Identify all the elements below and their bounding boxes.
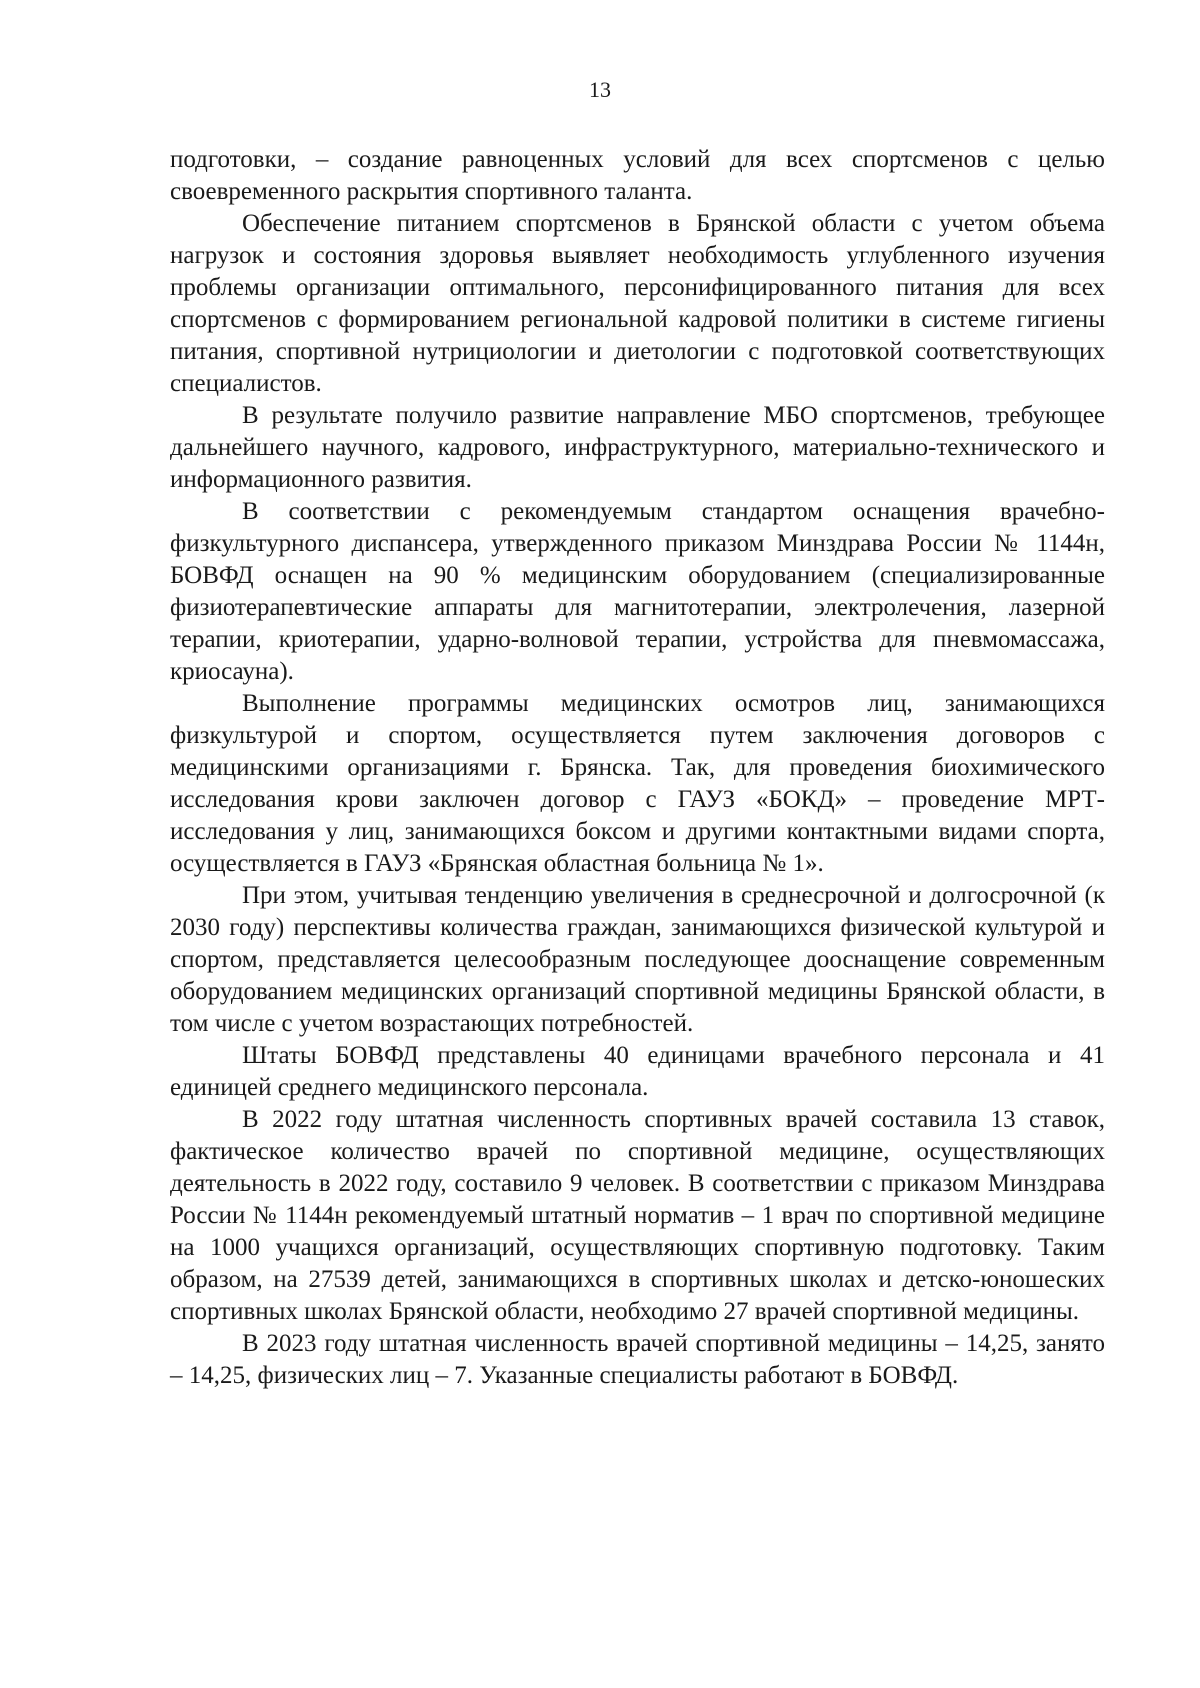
document-body	[170, 144, 1105, 1392]
paragraph-development: В результате получило развитие направление МБО спортсменов, требующее дальнейшего научного, кадрового, инфраструктурного, материально-технического и информационного развития.	[170, 402, 1105, 493]
paragraph-staff-2022: В 2022 году штатная численность спортивных врачей составила 13 ставок, фактическое количество врачей по спортивной медицине, осуществляющих деятельность в 2022 году, составило 9 человек. В соответствии с приказом Минздрава России № 1144н рекомендуемый штатный норматив – 1 врач по спортивной медицине на 1000 учащихся организаций, осуществляющих спортивную подготовку. Таким образом, на 27539 детей, занимающихся в спортивных школах и детско-юношеских спортивных школах Брянской области, необходимо 27 врачей спортивной медицины.	[170, 1106, 1105, 1325]
paragraph-nutrition: Обеспечение питанием спортсменов в Брянской области с учетом объема нагрузок и состояния здоровья выявляет необходимость углубленного изучения проблемы организации оптимального, персонифицированного питания для всех спортсменов с формированием региональной кадровой политики в системе гигиены питания, спортивной нутрициологии и диетологии с подготовкой соответствующих специалистов.	[170, 210, 1105, 397]
paragraph-staff-2023: В 2023 году штатная численность врачей спортивной медицины – 14,25, занято – 14,25, физических лиц – 7. Указанные специалисты работают в БОВФД.	[170, 1330, 1105, 1389]
paragraph-equipment: В соответствии с рекомендуемым стандартом оснащения врачебно-физкультурного диспансера, утвержденного приказом Минздрава России № 1144н, БОВФД оснащен на 90 % медицинским оборудованием (специализированные физиотерапевтические аппараты для магнитотерапии, электролечения, лазерной терапии, криотерапии, ударно-волновой терапии, устройства для пневмомассажа, криосауна).	[170, 498, 1105, 685]
paragraph-continuation: подготовки, – создание равноценных условий для всех спортсменов с целью своевременного раскрытия спортивного таланта.	[170, 146, 1105, 205]
paragraph-staff: Штаты БОВФД представлены 40 единицами врачебного персонала и 41 единицей среднего медицинского персонала.	[170, 1042, 1105, 1101]
paragraph-future-equipment: При этом, учитывая тенденцию увеличения в среднесрочной и долгосрочной (к 2030 году) перспективы количества граждан, занимающихся физической культурой и спортом, представляется целесообразным последующее дооснащение современным оборудованием медицинских организаций спортивной медицины Брянской области, в том числе с учетом возрастающих потребностей.	[170, 882, 1105, 1037]
page-number: 13	[589, 77, 611, 102]
paragraph-medical-exams: Выполнение программы медицинских осмотров лиц, занимающихся физкультурой и спортом, осуществляется путем заключения договоров с медицинскими организациями г. Брянска. Так, для проведения биохимического исследования крови заключен договор с ГАУЗ «БОКД» – проведение МРТ-исследования у лиц, занимающихся боксом и другими контактными видами спорта, осуществляется в ГАУЗ «Брянская областная больница № 1».	[170, 690, 1105, 877]
